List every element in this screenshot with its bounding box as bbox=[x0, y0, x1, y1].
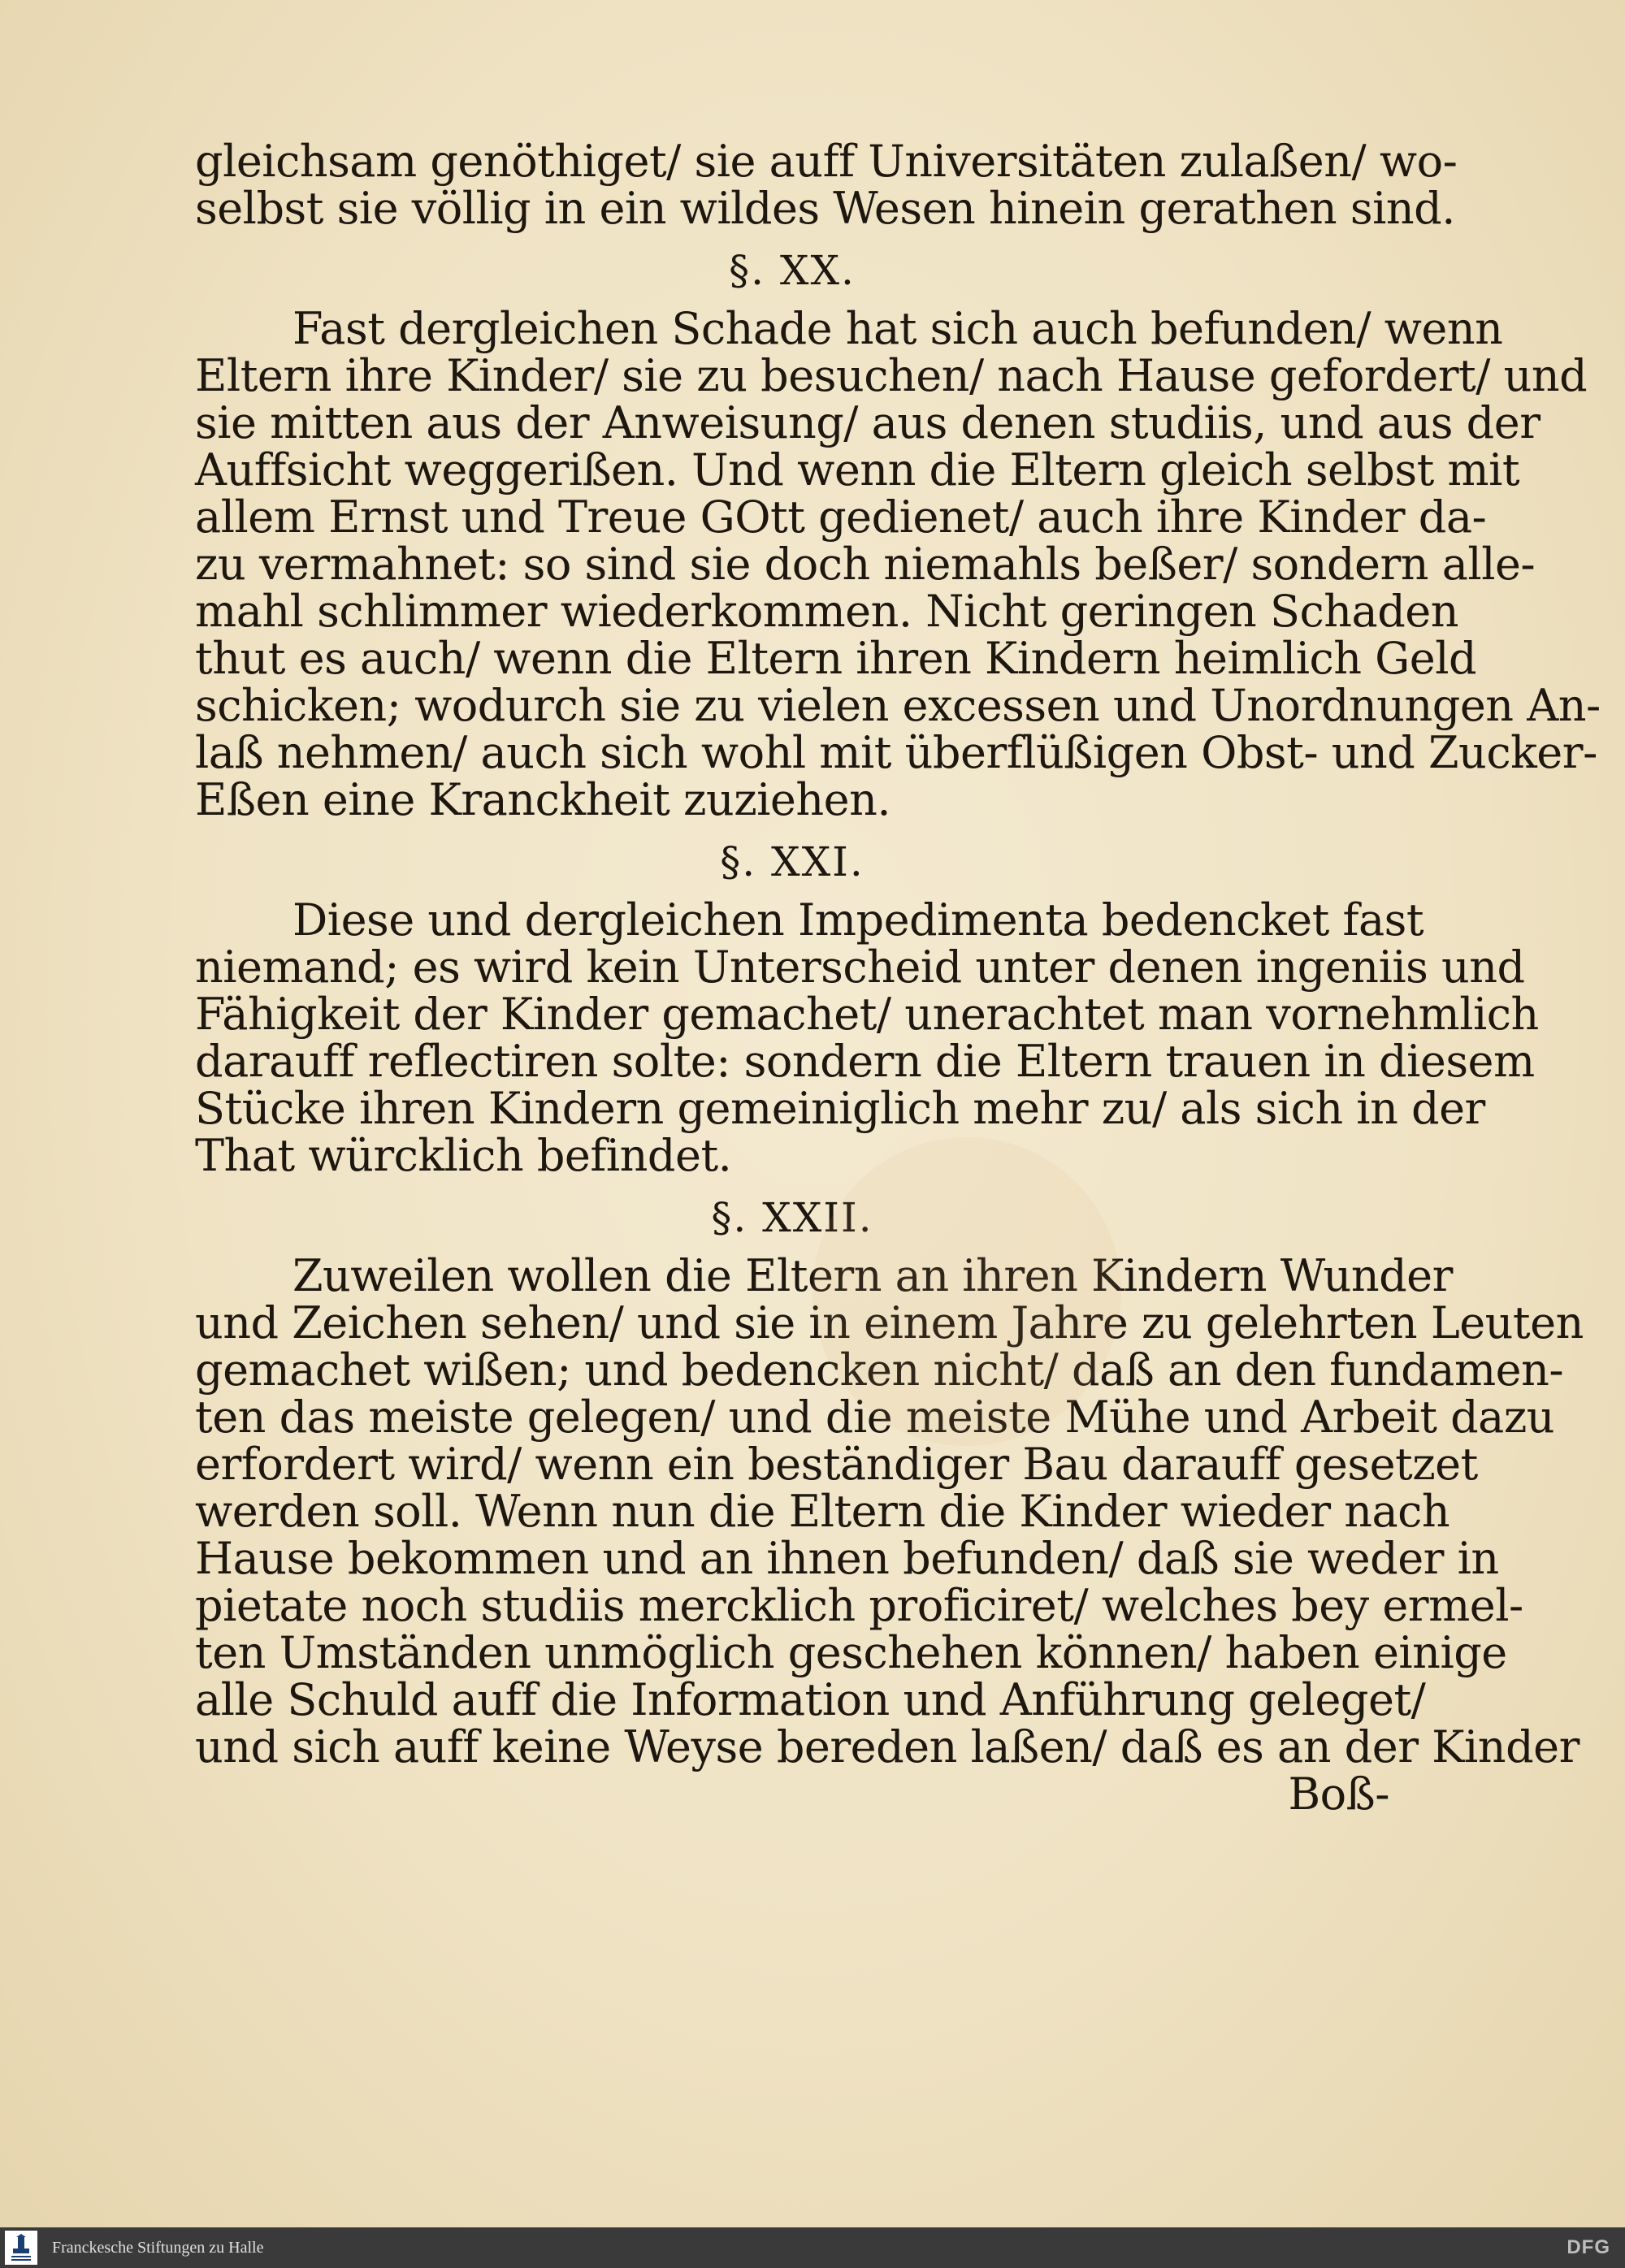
text-line: und Zeichen sehen/ und sie in einem Jahre zu gelehrten Leuten bbox=[195, 1297, 1584, 1348]
text-line: ten das meiste gelegen/ und die meiste Mühe und Arbeit dazu bbox=[195, 1392, 1555, 1443]
text-line: Diese und dergleichen Impedimenta bedencket fast bbox=[292, 894, 1424, 946]
institution-logo-icon bbox=[5, 2231, 37, 2265]
text-line: werden soll. Wenn nun die Eltern die Kinder wieder nach bbox=[195, 1486, 1450, 1537]
footer-bar bbox=[0, 2227, 1625, 2268]
text-line: darauff reflectiren solte: sondern die Eltern trauen in diesem bbox=[195, 1036, 1535, 1087]
text-line: mahl schlimmer wiederkommen. Nicht geringen Schaden bbox=[195, 586, 1459, 637]
text-line: gleichsam genöthiget/ sie auff Universitäten zulaßen/ wo- bbox=[195, 136, 1458, 187]
text-line: sie mitten aus der Anweisung/ aus denen studiis, und aus der bbox=[195, 397, 1540, 448]
section-heading: §. XXII. bbox=[711, 1194, 873, 1241]
text-line: Fähigkeit der Kinder gemachet/ unerachtet man vornehmlich bbox=[195, 989, 1539, 1040]
text-line: und sich auff keine Weyse bereden laßen/ daß es an der Kinder bbox=[195, 1721, 1580, 1772]
text-line: gemachet wißen; und bedencken nicht/ daß an den fundamen- bbox=[195, 1344, 1564, 1396]
text-line: laß nehmen/ auch sich wohl mit überflüßigen Obst- und Zucker- bbox=[195, 727, 1597, 778]
text-line: ten Umständen unmöglich geschehen können/ haben einige bbox=[195, 1627, 1507, 1678]
text-line: erfordert wird/ wenn ein beständiger Bau darauff gesetzet bbox=[195, 1439, 1478, 1490]
text-line: selbst sie völlig in ein wildes Wesen hinein gerathen sind. bbox=[195, 183, 1455, 234]
text-line: thut es auch/ wenn die Eltern ihren Kindern heimlich Geld bbox=[195, 633, 1477, 684]
catchword: Boß- bbox=[1288, 1768, 1389, 1820]
text-line: That würcklich befindet. bbox=[195, 1130, 732, 1181]
text-line: alle Schuld auff die Information und Anführung geleget/ bbox=[195, 1674, 1426, 1725]
text-line: zu vermahnet: so sind sie doch niemahls beßer/ sondern alle- bbox=[195, 539, 1536, 590]
institution-name: Franckesche Stiftungen zu Halle bbox=[52, 2238, 264, 2257]
text-line: Fast dergleichen Schade hat sich auch befunden/ wenn bbox=[292, 303, 1503, 354]
text-line: pietate noch studiis mercklich proficiret/ welches bey ermel- bbox=[195, 1580, 1523, 1631]
text-line: niemand; es wird kein Unterscheid unter denen ingeniis und bbox=[195, 941, 1525, 993]
page-text-block bbox=[195, 136, 1601, 1820]
section-heading: §. XX. bbox=[729, 247, 856, 294]
text-line: Eltern ihre Kinder/ sie zu besuchen/ nach Hause gefordert/ und bbox=[195, 350, 1588, 401]
text-line: schicken; wodurch sie zu vielen excessen und Unordnungen An- bbox=[195, 680, 1601, 731]
text-line: Eßen eine Kranckheit zuziehen. bbox=[195, 774, 891, 825]
text-line: Auffsicht weggerißen. Und wenn die Eltern gleich selbst mit bbox=[195, 444, 1520, 496]
section-heading: §. XXI. bbox=[720, 838, 864, 885]
text-line: allem Ernst und Treue GOtt gedienet/ auch ihre Kinder da- bbox=[195, 491, 1487, 543]
text-line: Zuweilen wollen die Eltern an ihren Kindern Wunder bbox=[292, 1250, 1453, 1301]
dfg-logo: DFG bbox=[1566, 2236, 1610, 2258]
text-line: Stücke ihren Kindern gemeiniglich mehr zu/ als sich in der bbox=[195, 1083, 1485, 1134]
text-line: Hause bekommen und an ihnen befunden/ daß sie weder in bbox=[195, 1533, 1499, 1584]
